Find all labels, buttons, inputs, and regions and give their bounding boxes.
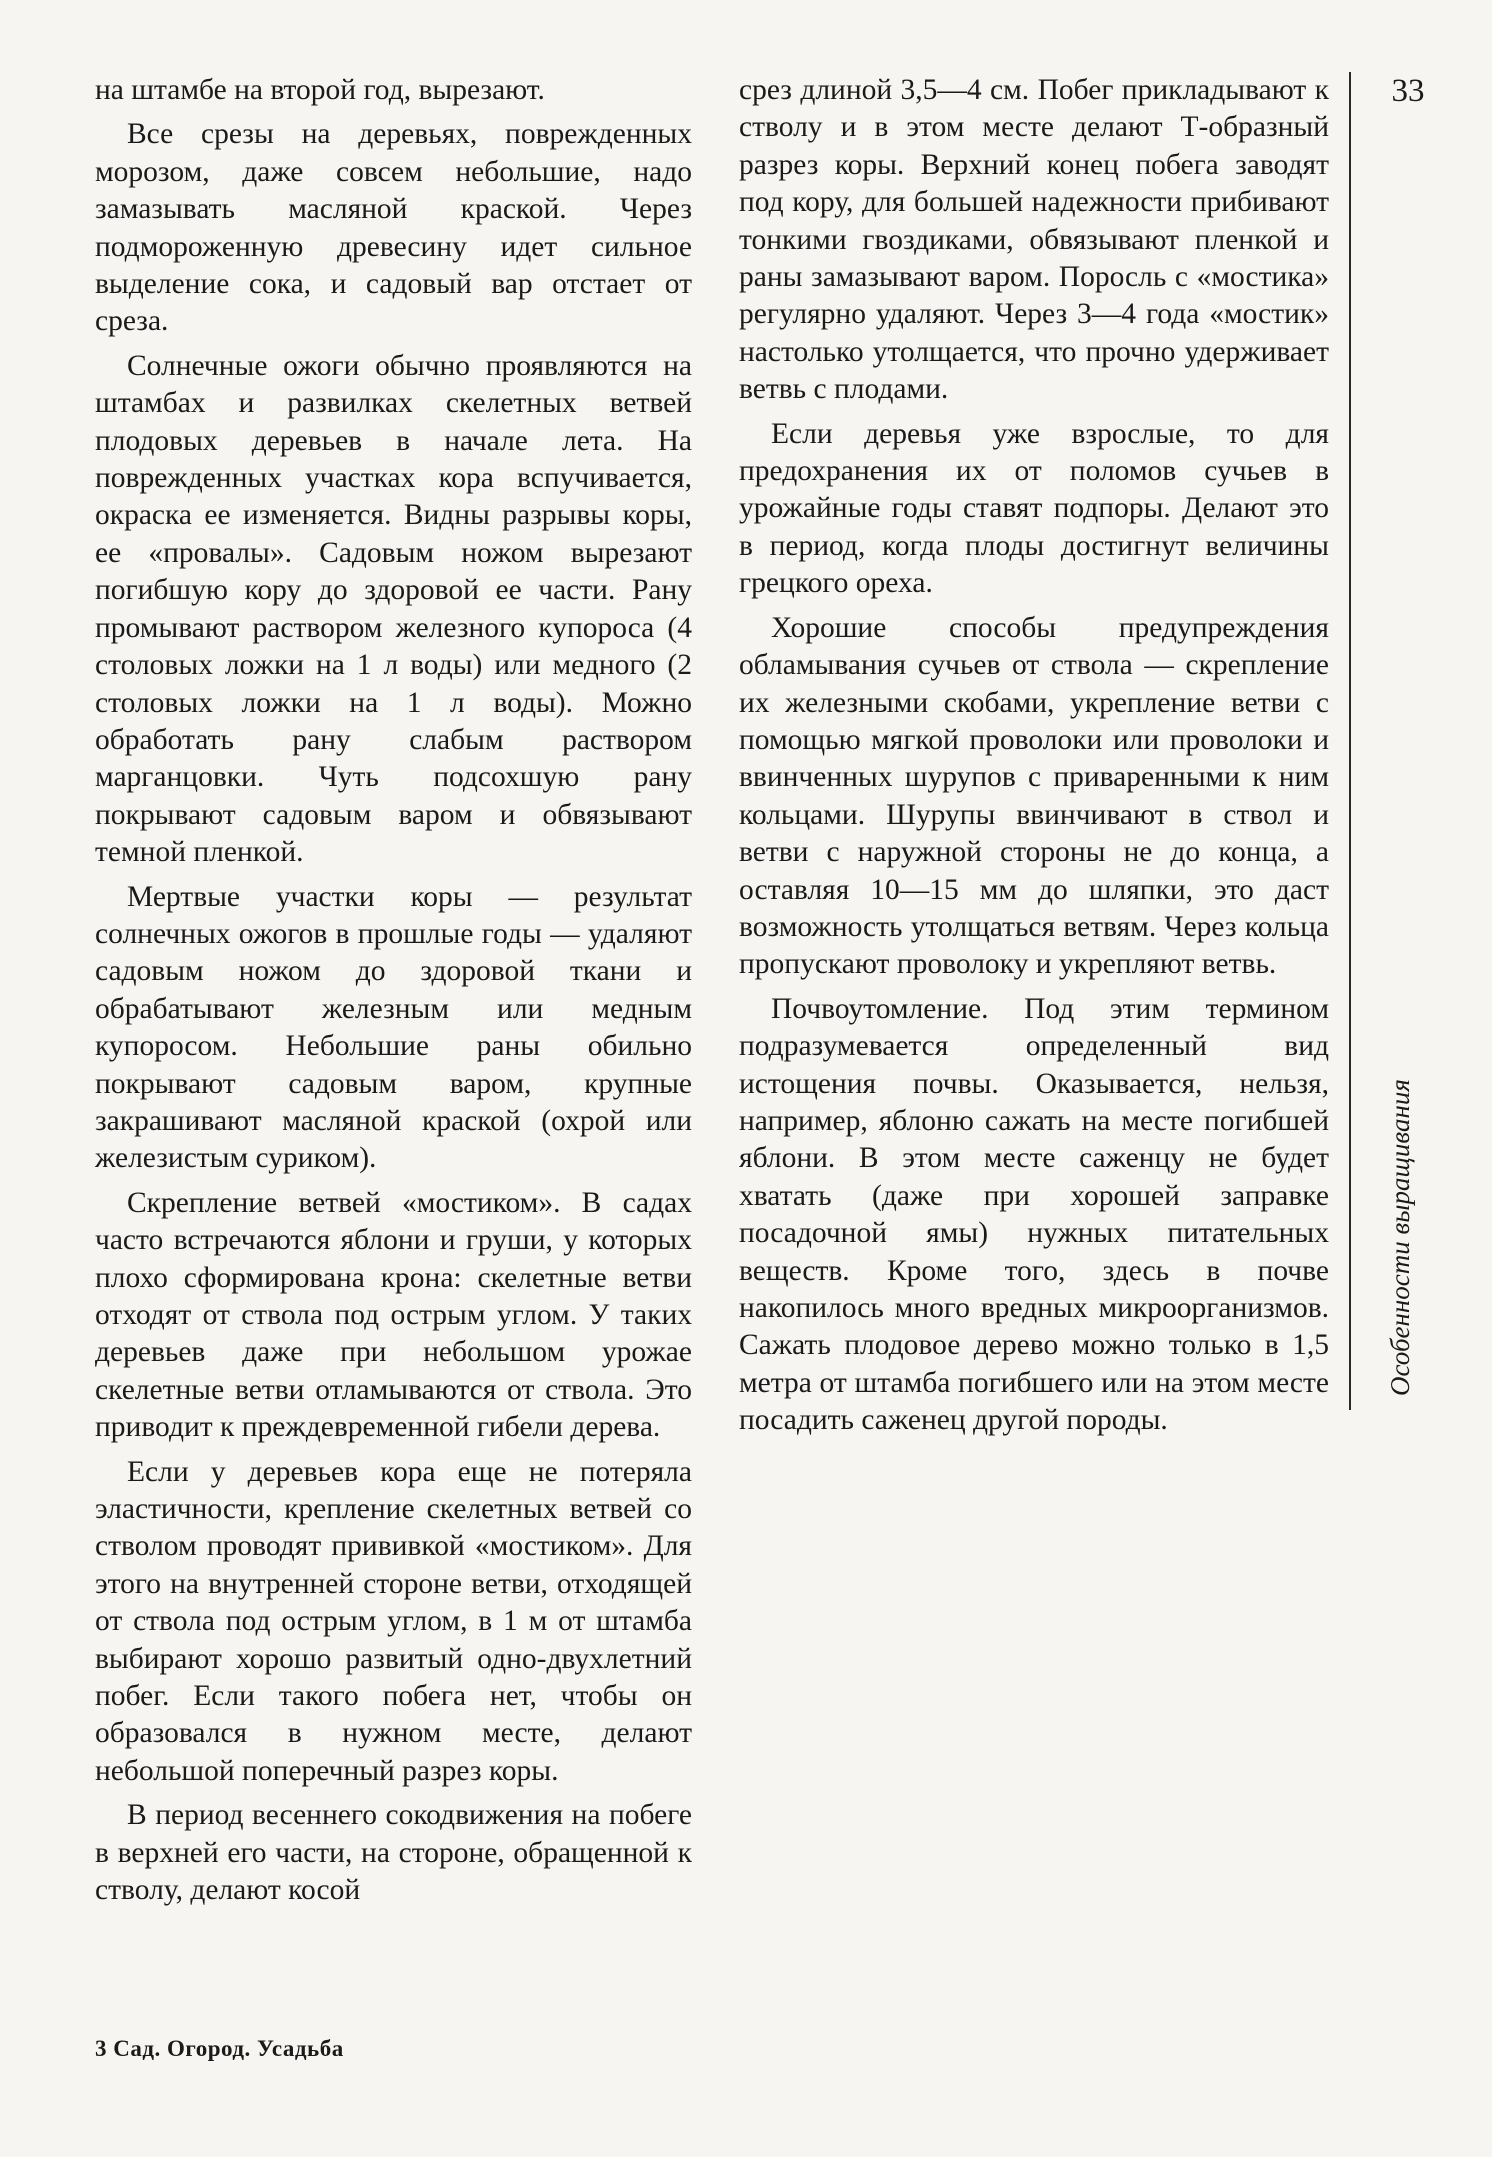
paragraph: Почвоутомление. Под этим термином подразумевается определенный вид истощения почвы. Оказывается, нельзя, например, яблоню сажать на месте погибшей яблони. В этом месте саженцу не будет хватать (даже при хорошей заправке посадочной ямы) нужных питательных веществ. Кроме того, здесь в почве накопилось много вредных микроорганизмов. Сажать плодовое дерево можно только в 1,5 метра от штамба погибшего или на этом месте посадить саженец другой породы. — [739, 992, 1329, 1437]
paragraph: Если деревья уже взрослые, то для предохранения их от поломов сучьев в урожайные годы ставят подпоры. Делают это в период, когда плоды достигнут величины грецкого ореха. — [739, 417, 1329, 600]
footer-signature: 3 Сад. Огород. Усадьба — [95, 2036, 344, 2061]
paragraph: Хорошие способы предупреждения обламывания сучьев от ствола — скрепление их железными скобами, укрепление ветви с помощью мягкой проволоки или проволоки и ввинченных шурупов с приваренными к ним кольцами. Шурупы ввинчивают в ствол и ветви с наружной стороны не до конца, а оставляя 10—15 мм до шляпки, это даст возможность утолщаться ветвям. Через кольца пропускают проволоку и укрепляют ветвь. — [739, 611, 1329, 981]
right-text-column — [739, 72, 1329, 1440]
paragraph: Все срезы на деревьях, поврежденных морозом, даже совсем небольшие, надо замазывать масляной краской. Через подмороженную древесину идет сильное выделение сока, и садовый вар отстает от среза. — [95, 118, 692, 338]
paragraph: Если у деревьев кора еще не потеряла эластичности, крепление скелетных ветвей со стволом проводят прививкой «мостиком». Для этого на внутренней стороне ветви, отходящей от ствола под острым углом, в 1 м от штамба выбирают хорошо развитый одно-двухлетний побег. Если такого побега нет, чтобы он образовался в нужном месте, делают небольшой поперечный разрез коры. — [95, 1455, 692, 1787]
margin-divider — [1349, 72, 1351, 1410]
running-section-title: Особенности выращивания — [1385, 1079, 1415, 1396]
page-number: 33 — [1391, 73, 1425, 109]
paragraph: Мертвые участки коры — результат солнечных ожогов в прошлые годы — удаляют садовым ножом до здоровой ткани и обрабатывают железным или медным купоросом. Небольшие раны обильно покрывают садовым варом, крупные закрашивают масляной краской (охрой или железистым суриком). — [95, 880, 692, 1175]
paragraph: Скрепление ветвей «мостиком». В садах часто встречаются яблони и груши, у которых плохо сформирована крона: скелетные ветви отходят от ствола под острым углом. У таких деревьев даже при небольшом урожае скелетные ветви отламываются от ствола. Это приводит к преждевременной гибели дерева. — [95, 1186, 692, 1444]
paragraph: срез длиной 3,5—4 см. Побег прикладывают к стволу и в этом месте делают Т-образный разрез коры. Верхний конец побега заводят под кору, для большей надежности прибивают тонкими гвоздиками, обвязывают пленкой и раны замазывают варом. Поросль с «мостика» регулярно удаляют. Через 3—4 года «мостик» настолько утолщается, что прочно удерживает ветвь с плодами. — [739, 74, 1329, 406]
paragraph: В период весеннего сокодвижения на побеге в верхней его части, на стороне, обращенной к стволу, делают косой — [95, 1799, 692, 1907]
paragraph: на штамбе на второй год, вырезают. — [95, 74, 545, 106]
paragraph: Солнечные ожоги обычно проявляются на штамбах и развилках скелетных ветвей плодовых деревьев в начале лета. На поврежденных участках кора вспучивается, окраска ее изменяется. Видны разрывы коры, ее «провалы». Садовым ножом вырезают погибшую кору до здоровой ее части. Рану промывают раствором железного купороса (4 столовых ложки на 1 л воды) или медного (2 столовых ложки на 1 л воды). Можно обработать рану слабым раствором марганцовки. Чуть подсохшую рану покрывают садовым варом и обвязывают темной пленкой. — [95, 349, 692, 869]
left-text-column — [95, 72, 692, 1910]
